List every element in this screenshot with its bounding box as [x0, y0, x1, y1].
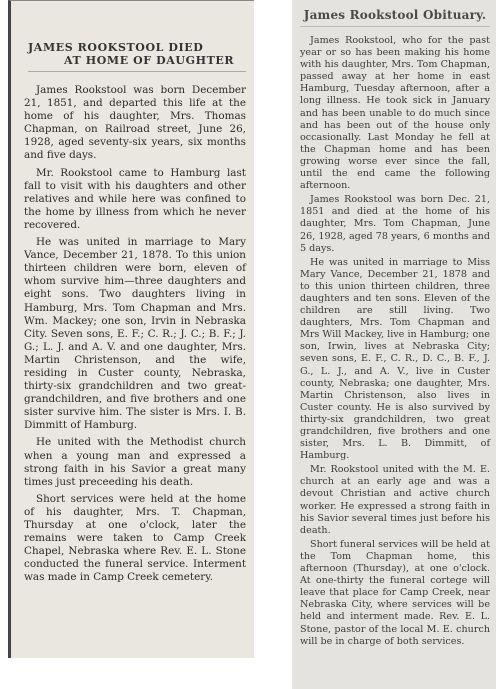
right-paragraph-birth: James Rookstool was born Dec. 21, 1851 and died at the home of his daughter, Mrs. Tom Chapman, June 26, 1928, aged 78 years, 6 months and 5 days.	[300, 194, 490, 254]
right-obituary-clipping	[292, 0, 496, 689]
left-paragraph-birth: James Rookstool was born December 21, 1851, and departed this life at the home of his daughter, Mrs. Thomas Chapman, on Railroad street, June 26, 1928, aged seventy-six years, six months and five days.	[24, 84, 246, 162]
left-headline-line1: JAMES ROOKSTOOL DIED	[28, 41, 204, 54]
right-paragraph-intro: James Rookstool, who for the past year or so has been making his home with his daughter, Mrs. Tom Chapman, passed away at her home in east Hamburg, Tuesday afternoon, after a long illness. He took sick in January and has been unable to do much since and has been out of the house only occasionally. Last Monday he fell at the Chapman home and has been growing worse ever since the fall, until the end came the following afternoon.	[300, 35, 490, 192]
left-obituary-clipping	[8, 0, 254, 658]
left-headline-line2: AT HOME OF DAUGHTER	[64, 54, 235, 67]
left-headline	[28, 41, 246, 72]
right-headline: James Rookstool Obituary.	[300, 8, 490, 27]
right-paragraph-services: Short funeral services will be held at the Tom Chapman home, this afternoon (Thursday), at one o'clock. At one-thirty the funeral cortege will leave that place for Camp Creek, near Nebraska City, where services will be held and interment made. Rev. E. L. Stone, pastor of the local M. E. church will be in charge of both services.	[300, 538, 490, 647]
left-paragraph-services: Short services were held at the home of his daughter, Mrs. T. Chapman, Thursday at one o'clock, later the remains were taken to Camp Creek Chapel, Nebraska where Rev. E. L. Stone conducted the funeral service. Interment was made in Camp Creek cemetery.	[24, 492, 246, 584]
left-paragraph-family: He was united in marriage to Mary Vance, December 21, 1878. To this union thirteen children were born, eleven of whom survive him—three daughters and eight sons. Two daughters living in Hamburg, Mrs. Tom Chapman and Mrs. Wm. Mackey; one son, Irvin in Nebraska City. Seven sons, E. F.; C. R.; J. C.; B. F.; J. G.; L. J. and A. V. and one daughter, Mrs. Martin Christenson, and the wife, residing in Custer county, Nebraska, thirty-six grandchildren and two great-grandchildren, and five brothers and one sister survive him. The sister is Mrs. I. B. Dimmitt of Hamburg.	[24, 236, 246, 432]
right-paragraph-family: He was united in marriage to Miss Mary Vance, December 21, 1878 and to this union thirteen children, three daughters and ten sons. Eleven of the children are still living. Two daughters, Mrs. Tom Chapman and Mrs Will Mackey, live in Hamburg; one son, Irwin, lives at Nebraska City; seven sons, E. F., C. R., D. C., B. F., J. G., L. J., and A. V., live in Custer county, Nebraska; one daughter, Mrs. Martin Christenson, also lives in Custer county. He is also survived by thirty-six grandchildren, two great grandchildren, five brothers and one sister, Mrs. L. B. Dimmitt, of Hamburg.	[300, 256, 490, 462]
right-paragraph-faith: Mr. Rookstool united with the M. E. church at an early age and was a devout Christian and active church worker. He expressed a strong faith in his Savior several times just before his death.	[300, 464, 490, 536]
left-paragraph-illness: Mr. Rookstool came to Hamburg last fall to visit with his daughters and other relatives and while here was confined to the home by illness from which he never recovered.	[24, 166, 246, 231]
left-paragraph-faith: He united with the Methodist church when a young man and expressed a strong faith in his Savior a great many times just preceeding his death.	[24, 436, 246, 488]
